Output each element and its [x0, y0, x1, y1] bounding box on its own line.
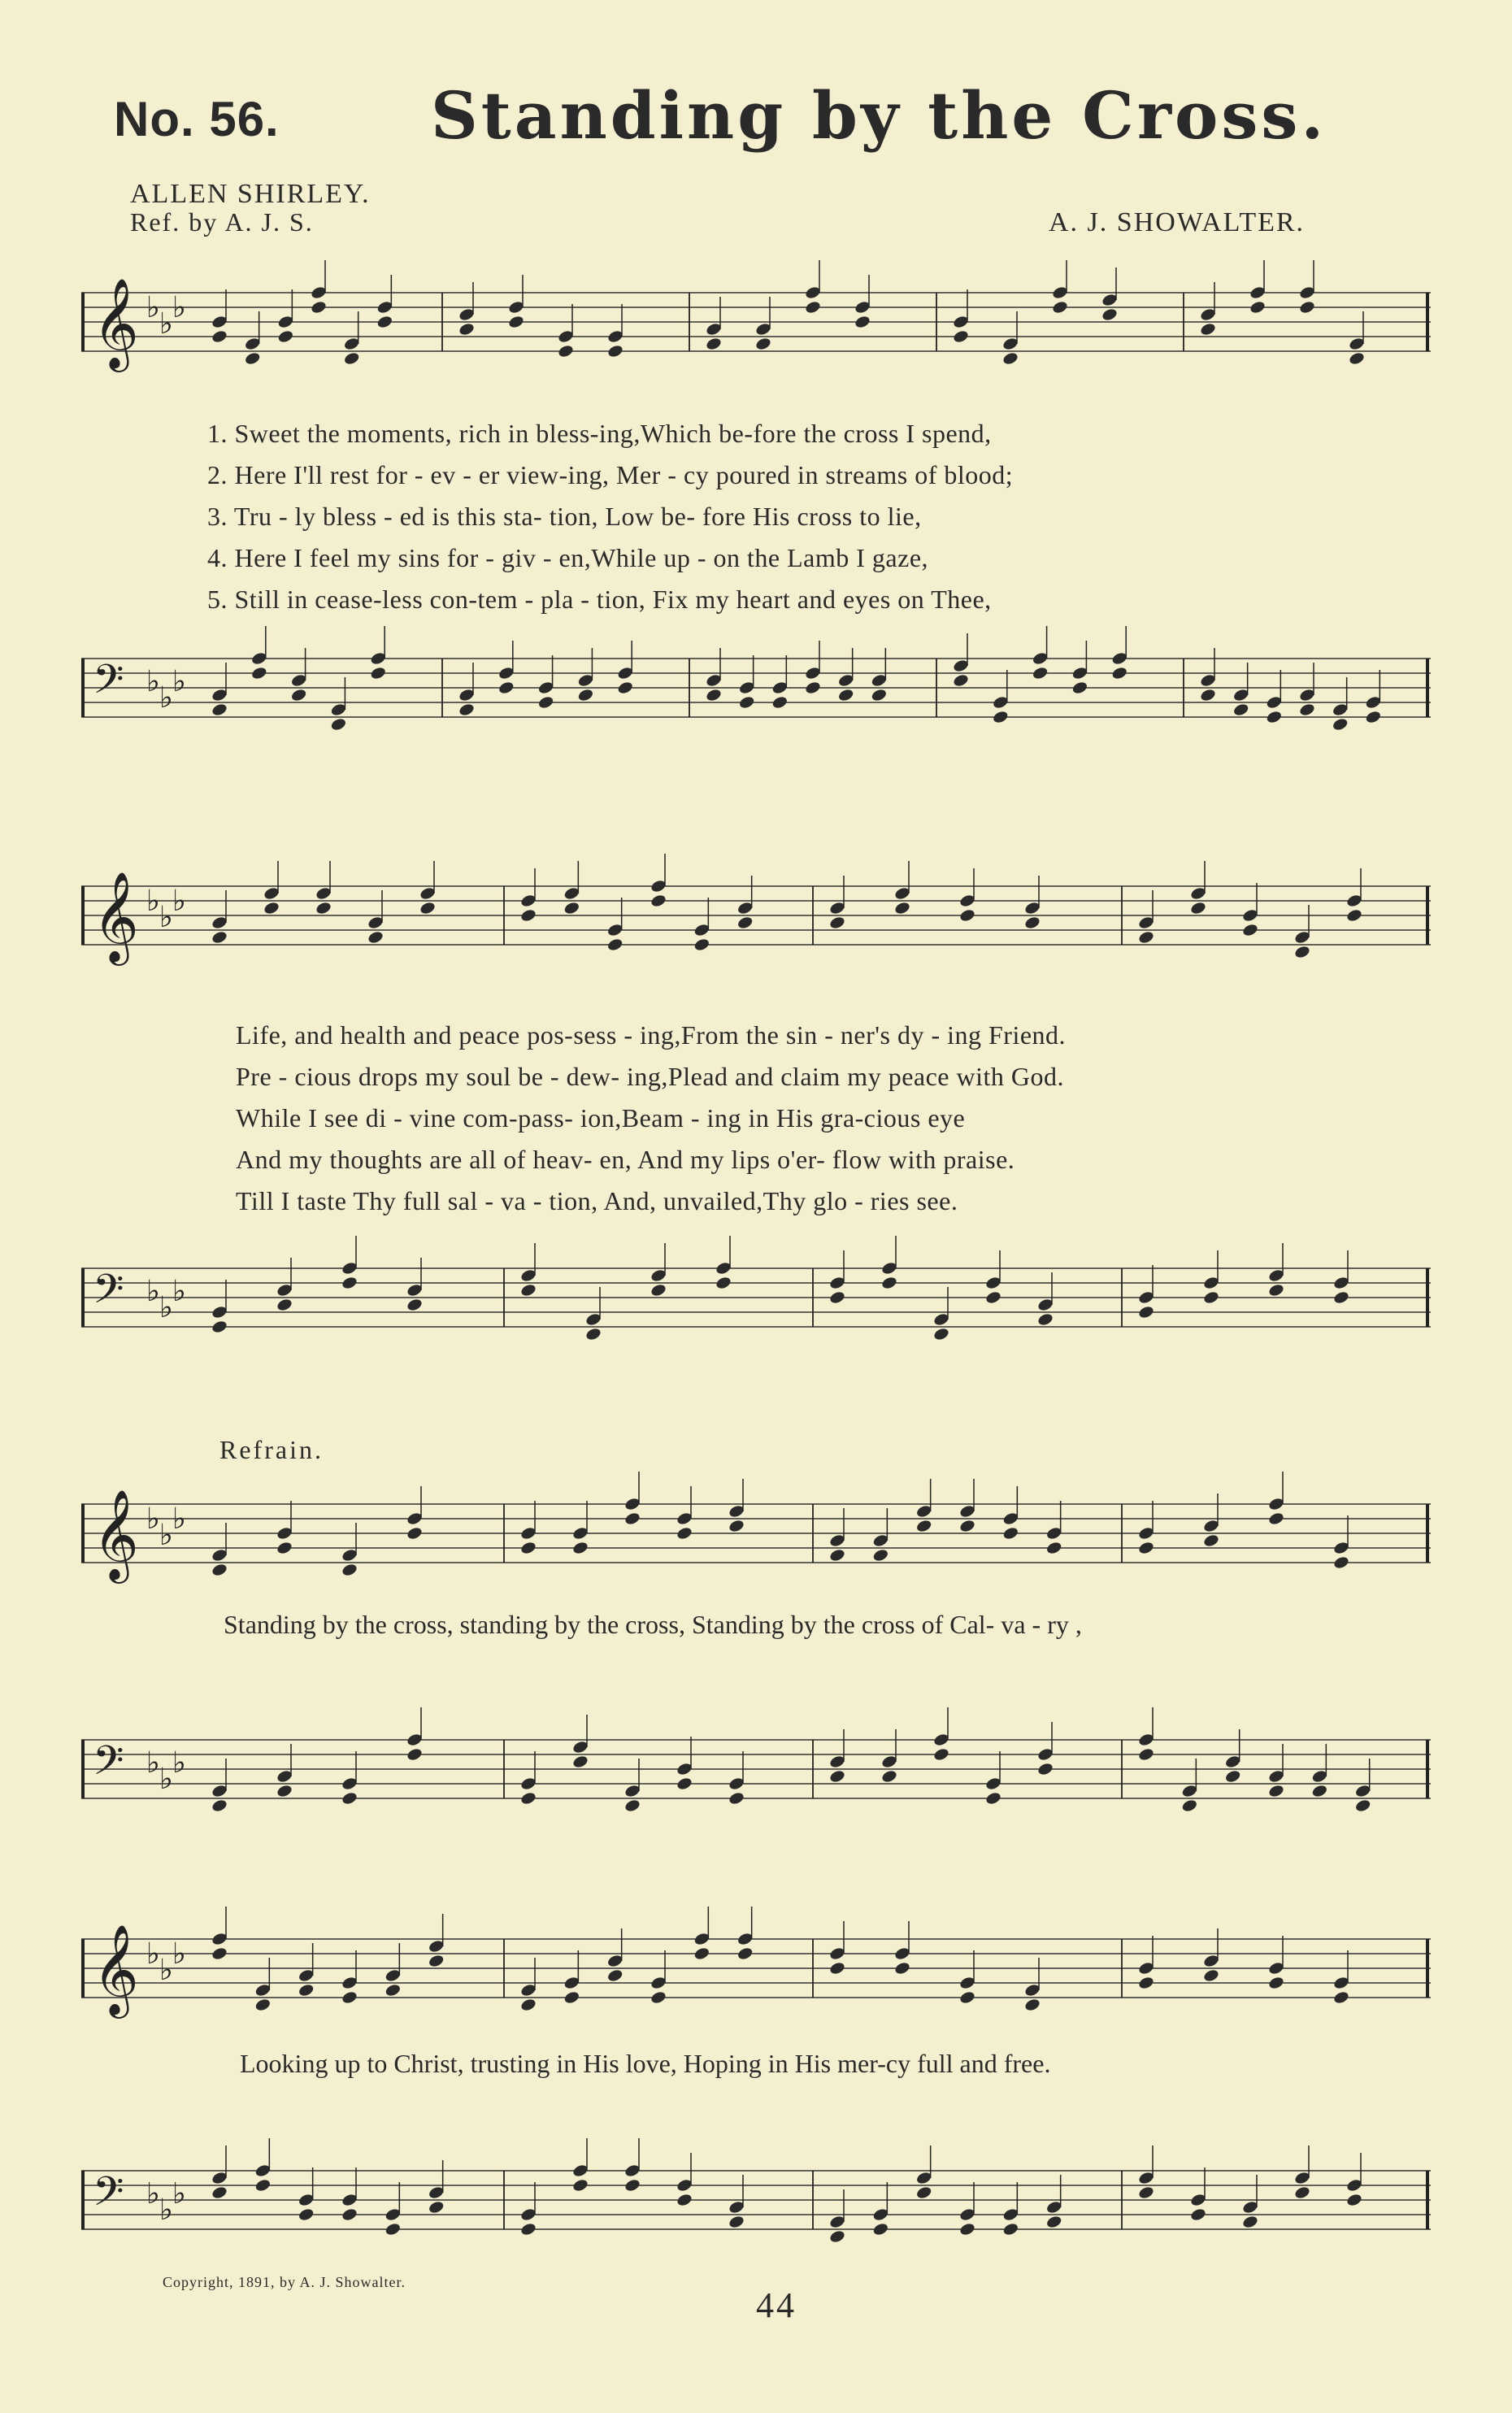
treble-staff — [81, 260, 1431, 382]
bass-staff — [81, 626, 1431, 748]
poet-credit: ALLEN SHIRLEY. — [130, 179, 371, 209]
svg-text:𝄞: 𝄞 — [93, 1924, 139, 2015]
svg-text:𝄢: 𝄢 — [93, 1266, 124, 1323]
music-system-3 — [81, 1472, 1431, 1813]
svg-text:♭: ♭ — [159, 1291, 173, 1324]
verse-5-line-2: Till I taste Thy full sal - va - tion, And, unvailed,Thy glo - ries see. — [236, 1186, 958, 1215]
svg-text:♭: ♭ — [146, 291, 160, 324]
svg-text:♭: ♭ — [172, 885, 186, 918]
refrain-line-2: Looking up to Christ, trusting in His love, Hoping in His mer-cy full and free. — [240, 2049, 1051, 2078]
verse-2-line-2: Pre - cious drops my soul be - dew- ing,Plead and claim my peace with God. — [236, 1062, 1064, 1091]
verse-1-line-1: 1. Sweet the moments, rich in bless-ing,Which be-fore the cross I spend, — [207, 419, 992, 448]
svg-text:𝄞: 𝄞 — [93, 277, 139, 368]
svg-text:𝄞: 𝄞 — [93, 1489, 139, 1580]
svg-text:♭: ♭ — [146, 885, 160, 918]
composer-credit: A. J. SHOWALTER. — [1049, 207, 1306, 237]
svg-text:♭: ♭ — [172, 1746, 186, 1780]
music-system-4 — [81, 1906, 1431, 2248]
hymn-title: Standing by the Cross. — [431, 77, 1327, 154]
svg-text:♭: ♭ — [146, 1275, 160, 1308]
verse-4-line-1: 4. Here I feel my sins for - giv - en,While up - on the Lamb I gaze, — [207, 543, 929, 572]
page-number: 44 — [756, 2285, 797, 2325]
music-system-1 — [81, 260, 1431, 780]
svg-text:♭: ♭ — [159, 2193, 173, 2227]
bass-staff — [81, 1707, 1431, 1821]
svg-text:♭: ♭ — [159, 681, 173, 715]
svg-text:♭: ♭ — [146, 665, 160, 698]
svg-text:𝄢: 𝄢 — [93, 1737, 124, 1794]
svg-text:♭: ♭ — [146, 1937, 160, 1971]
svg-text:♭: ♭ — [146, 2177, 160, 2211]
svg-text:𝄞: 𝄞 — [93, 871, 139, 962]
svg-text:♭: ♭ — [146, 1746, 160, 1780]
verse-4-line-2: And my thoughts are all of heav- en, And my lips o'er- flow with praise. — [236, 1145, 1015, 1174]
verse-1-line-2: Life, and health and peace pos-sess - ing,From the sin - ner's dy - ing Friend. — [236, 1020, 1067, 1050]
refrain-label: Refrain. — [219, 1435, 324, 1464]
svg-text:♭: ♭ — [146, 1502, 160, 1536]
svg-text:♭: ♭ — [172, 1937, 186, 1971]
svg-text:♭: ♭ — [159, 1763, 173, 1796]
svg-text:♭: ♭ — [159, 1519, 173, 1552]
svg-text:𝄢: 𝄢 — [93, 2168, 124, 2225]
verse-3-line-1: 3. Tru - ly bless - ed is this sta- tion, Low be- fore His cross to lie, — [207, 502, 922, 531]
svg-text:♭: ♭ — [172, 1275, 186, 1308]
svg-text:♭: ♭ — [172, 665, 186, 698]
music-system-2 — [81, 854, 1431, 1374]
bass-staff — [81, 1236, 1431, 1358]
svg-text:𝄢: 𝄢 — [93, 656, 124, 713]
svg-text:♭: ♭ — [159, 901, 173, 934]
svg-text:♭: ♭ — [159, 1954, 173, 1987]
refrain-line-1: Standing by the cross, standing by the cross, Standing by the cross of Cal- va - ry , — [224, 1610, 1082, 1639]
treble-staff — [81, 854, 1431, 976]
bass-staff — [81, 2138, 1431, 2252]
verse-2-line-1: 2. Here I'll rest for - ev - er view-ing, Mer - cy poured in streams of blood; — [207, 460, 1014, 489]
treble-staff — [81, 1906, 1431, 2020]
copyright-notice: Copyright, 1891, by A. J. Showalter. — [163, 2274, 406, 2290]
svg-text:♭: ♭ — [172, 1502, 186, 1536]
svg-text:♭: ♭ — [159, 307, 173, 341]
hymn-number: No. 56. — [114, 92, 280, 146]
treble-staff — [81, 1472, 1431, 1585]
svg-text:♭: ♭ — [172, 2177, 186, 2211]
svg-text:♭: ♭ — [172, 291, 186, 324]
refrain-credit: Ref. by A. J. S. — [130, 207, 314, 237]
verse-5-line-1: 5. Still in cease-less con-tem - pla - tion, Fix my heart and eyes on Thee, — [207, 585, 992, 614]
verse-3-line-2: While I see di - vine com-pass- ion,Beam - ing in His gra-cious eye — [236, 1103, 966, 1133]
